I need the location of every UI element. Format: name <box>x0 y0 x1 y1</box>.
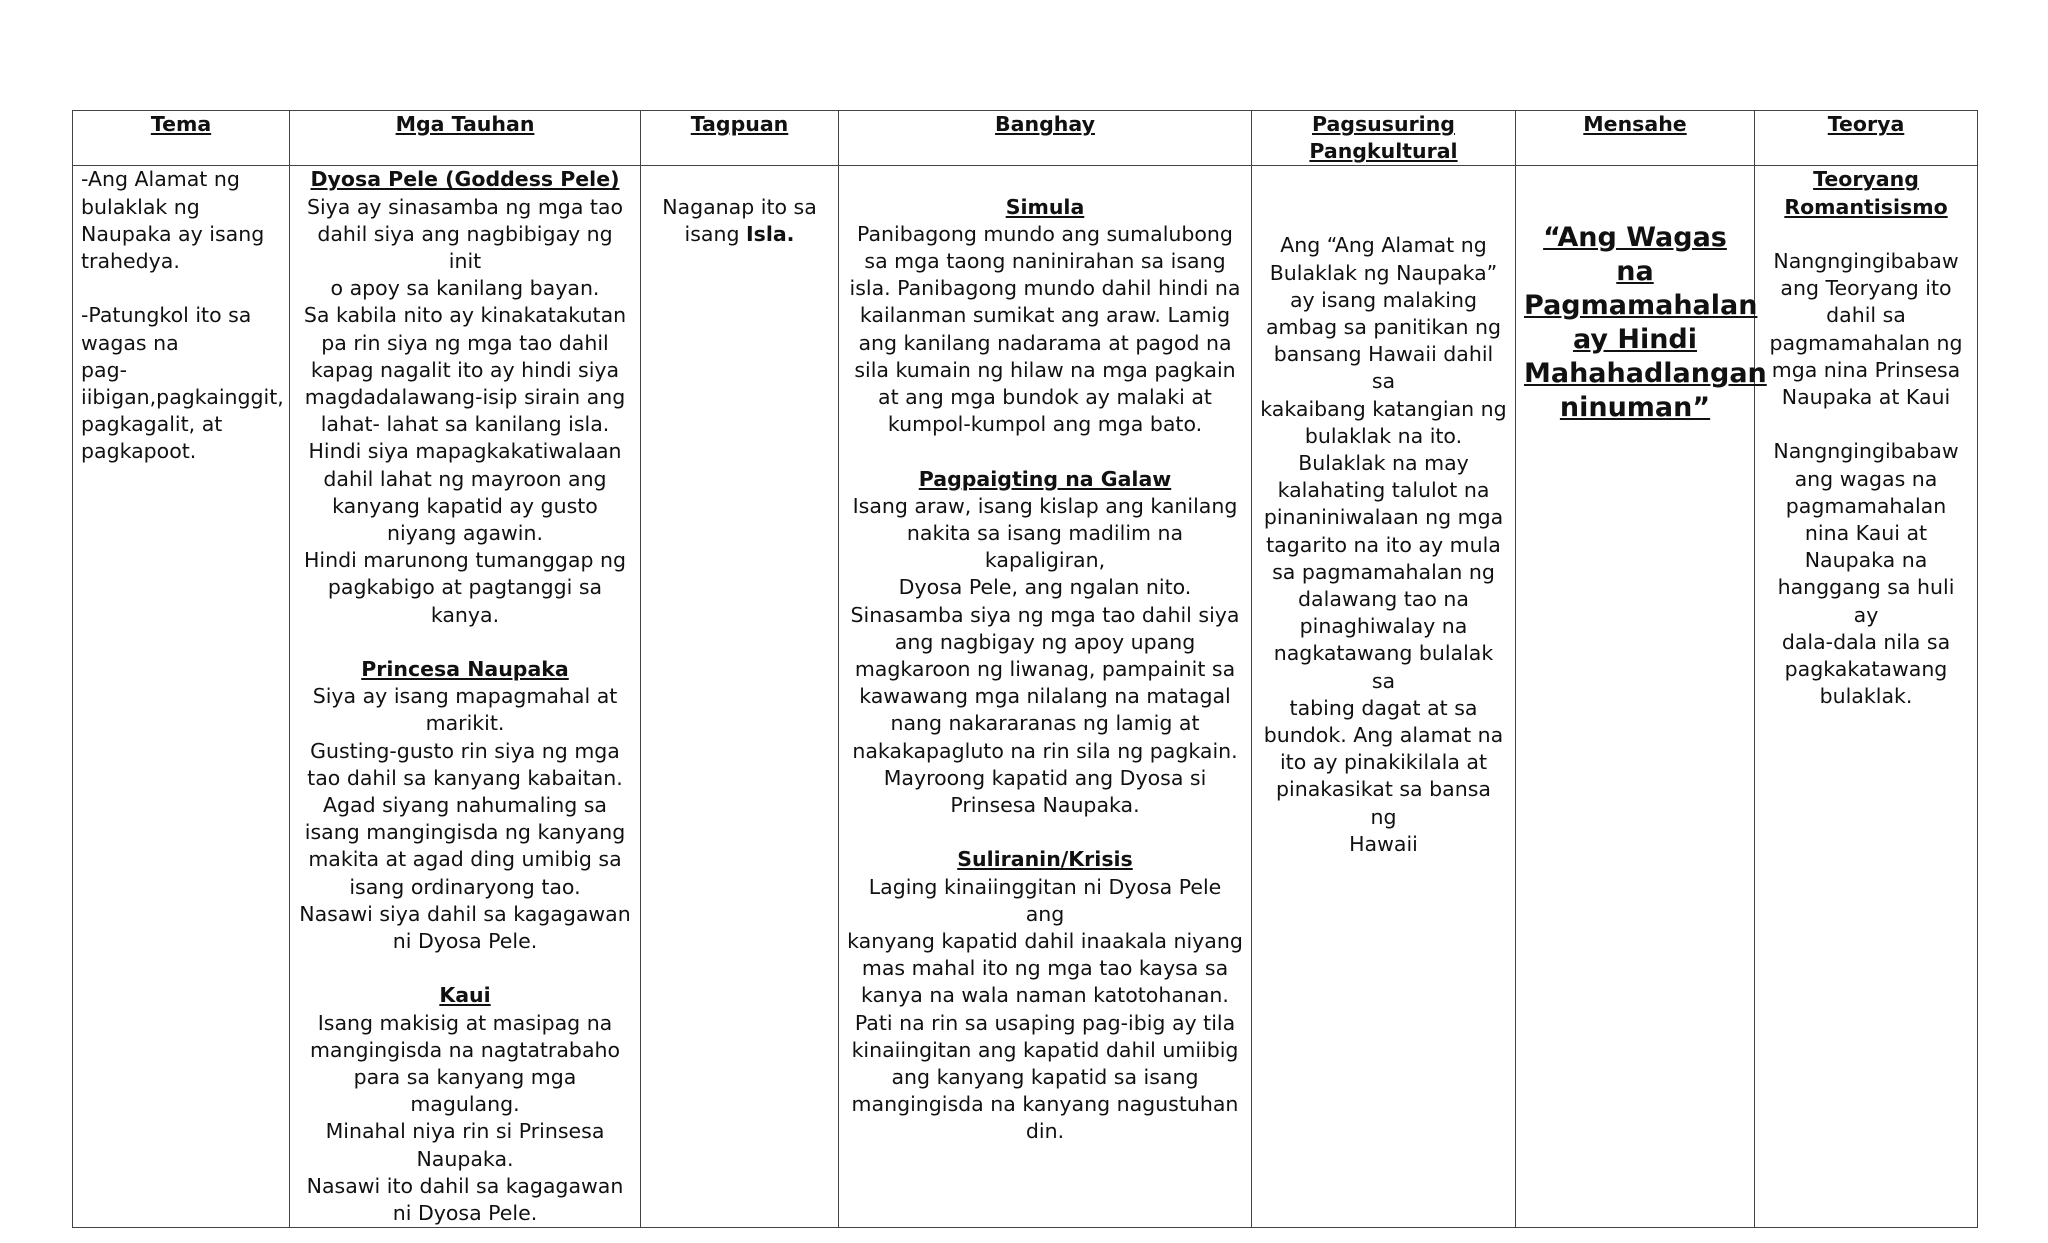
text-line: pinaniniwalaan ng mga <box>1263 505 1504 530</box>
header-row <box>73 111 1978 166</box>
banghay-simula-text <box>847 221 1243 439</box>
text-line: ang kanyang kapatid sa isang <box>891 1065 1199 1090</box>
tauhan-pele-text <box>298 194 632 629</box>
text-line: Mayroong kapatid ang Dyosa si <box>883 765 1207 790</box>
text-line: dahil sa <box>1826 303 1906 328</box>
text-line: sila kumain ng hilaw na mga pagkain <box>854 357 1236 382</box>
text-line: pagmamahalan <box>1785 493 1947 518</box>
text-line: kakaibang katangian ng <box>1260 396 1507 421</box>
text-line: mangingisda na nagtatrabaho <box>309 1037 621 1062</box>
cell-tema <box>73 166 290 1228</box>
tauhan-kaui-text <box>298 1010 632 1228</box>
text-line: ninuman” <box>1559 392 1711 424</box>
mensahe-text <box>1524 221 1767 425</box>
header-pagsusuring <box>1252 111 1516 166</box>
text-line: makita at agad ding umibig sa <box>308 847 622 872</box>
text-line: ni Dyosa Pele. <box>392 1201 538 1226</box>
text-line: Nangngingibabaw <box>1773 439 1959 464</box>
text-line: Naupaka at Kaui <box>1781 385 1951 410</box>
cell-teorya <box>1755 166 1978 1228</box>
text-line: “Ang Wagas na <box>1543 222 1727 288</box>
text-line: para sa kanyang mga magulang. <box>353 1065 577 1117</box>
text-line: Nangngingibabaw <box>1773 249 1959 273</box>
text-line: Hindi siya mapagkakatiwalaan <box>308 439 622 464</box>
text-line: -Patungkol ito sa <box>81 303 252 328</box>
text-line: din. <box>1025 1119 1065 1144</box>
text-line: pagkagalit, at <box>81 412 223 437</box>
text-line: isang ordinaryong tao. <box>349 874 581 899</box>
literary-analysis-table <box>72 110 1978 1228</box>
text-line: bulaklak na ito. <box>1304 423 1463 448</box>
text-line: Bulaklak ng Naupaka” <box>1269 260 1498 285</box>
text-line: ang wagas na <box>1794 466 1938 491</box>
teorya-paragraph-1 <box>1763 248 1969 411</box>
text-line: kumpol-kumpol ang mga bato. <box>887 412 1203 437</box>
text-line: marikit. <box>425 711 505 736</box>
text-line: pagkabigo at pagtanggi sa <box>327 575 603 600</box>
text-line: kanyang kapatid ay gusto <box>332 493 598 518</box>
text-line: kailanman sumikat ang araw. Lamig <box>859 303 1231 328</box>
text-line: kinaiingitan ang kapatid dahil umiibig <box>851 1037 1239 1062</box>
tauhan-naupaka-text <box>298 683 632 955</box>
text-line: -Ang Alamat ng <box>81 167 240 192</box>
teorya-title-line2: Romantisismo <box>1784 194 1948 219</box>
cell-pagsusuring <box>1252 166 1516 1228</box>
header-banghay: Banghay <box>839 111 1252 166</box>
text-line: Laging kinaiinggitan ni Dyosa Pele ang <box>868 874 1222 926</box>
text-line: ay isang malaking <box>1289 287 1478 312</box>
banghay-pagpaigting-title: Pagpaigting na Galaw <box>918 466 1172 491</box>
text-line: hanggang sa huli ay <box>1777 575 1955 627</box>
text-line: nang nakararanas ng lamig at <box>890 711 1200 736</box>
text-line: kapag nagalit ito ay hindi siya <box>310 357 620 382</box>
text-line: pagmamahalan ng <box>1769 330 1963 355</box>
tauhan-pele-title: Dyosa Pele (Goddess Pele) <box>310 167 620 192</box>
text-line: Agad siyang nahumaling sa <box>323 793 607 818</box>
text-line: sa mga taong naninirahan sa isang <box>864 249 1226 273</box>
text-line: Ang “Ang Alamat ng <box>1280 233 1487 258</box>
text-line: Naupaka ay isang <box>81 221 265 246</box>
header-tema: Tema <box>73 111 290 166</box>
text-line: Mahahadlangan <box>1524 358 1767 390</box>
text-line: pinakasikat sa bansa ng <box>1276 777 1491 829</box>
text-line: Minahal niya rin si Prinsesa <box>325 1119 605 1144</box>
text-line: Naupaka na <box>1804 548 1928 573</box>
header-pagsusuring-line1: Pagsusuring <box>1312 112 1455 136</box>
banghay-suliranin-title: Suliranin/Krisis <box>957 847 1133 872</box>
text-line: dahil lahat ng mayroon ang <box>323 466 607 491</box>
text-line: Sa kabila nito ay kinakatakutan <box>303 303 627 328</box>
text-line: kalahating talulot na <box>1277 478 1490 503</box>
text-line: pagkakatawang <box>1784 657 1948 682</box>
text-line: nakita sa isang madilim na kapaligiran, <box>906 521 1184 573</box>
cell-tauhan <box>290 166 641 1228</box>
text-line: wagas na <box>81 330 179 355</box>
text-line: dala-dala nila sa <box>1781 629 1951 654</box>
text-line: Panibagong mundo ang sumalubong <box>857 221 1233 246</box>
header-mensahe: Mensahe <box>1516 111 1755 166</box>
text-line: magdadalawang-isip sirain ang <box>304 385 626 410</box>
text-line: nagkatawang bulalak sa <box>1273 641 1494 693</box>
text-line: lahat- lahat sa kanilang isla. <box>320 412 610 437</box>
banghay-suliranin-text <box>847 874 1243 1146</box>
text-line: dahil siya ang nagbibigay ng init <box>317 221 613 274</box>
text-line: Pati na rin sa usaping pag-ibig ay tila <box>854 1010 1236 1035</box>
text-line: at ang mga bundok ay malaki at <box>878 385 1212 410</box>
text-line: mga nina Prinsesa <box>1771 357 1961 382</box>
text-line: ang kanilang nadarama at pagod na <box>858 330 1232 355</box>
text-line: sa pagmamahalan ng <box>1272 559 1495 584</box>
tema-paragraph-2 <box>81 302 284 465</box>
text-line: pag- <box>81 357 127 382</box>
header-tagpuan: Tagpuan <box>641 111 839 166</box>
text-line: mangingisda na kanyang nagustuhan <box>851 1092 1239 1117</box>
text-line: Isang araw, isang kislap ang kanilang <box>852 493 1238 518</box>
text-line: Gusting-gusto rin siya ng mga <box>310 738 620 763</box>
text-line: Pagmamahalan <box>1524 290 1758 322</box>
text-line: tagarito na ito ay mula <box>1266 532 1501 557</box>
text-line: pinaghiwalay na <box>1299 614 1468 639</box>
pagsusuring-text <box>1260 232 1507 858</box>
cell-mensahe <box>1516 166 1767 1228</box>
text-line: nakakapagluto na rin sila ng pagkain. <box>852 738 1238 763</box>
text-line: Bulaklak na may <box>1298 451 1469 476</box>
text-line: bulaklak. <box>1819 684 1913 709</box>
text-line: ito ay pinakikilala at <box>1279 750 1488 775</box>
header-pagsusuring-line2: Pangkultural <box>1309 139 1458 164</box>
text-line: tabing dagat at sa <box>1289 695 1478 720</box>
cell-banghay <box>839 166 1252 1228</box>
text-line: magkaroon ng liwanag, pampainit sa <box>854 657 1236 682</box>
tauhan-naupaka-title: Princesa Naupaka <box>361 657 569 682</box>
text-line: kanya. <box>430 602 500 627</box>
text-line: bulaklak ng <box>81 194 200 219</box>
text-line: isang mangingisda ng kanyang <box>304 820 626 845</box>
tauhan-kaui-title: Kaui <box>439 983 491 1008</box>
text-line: ang nagbigay ng apoy upang <box>894 629 1196 654</box>
text-line: bansang Hawaii dahil sa <box>1273 342 1494 394</box>
text-line: Nasawi ito dahil sa kagagawan <box>306 1173 624 1198</box>
text-line: niyang agawin. <box>386 521 543 546</box>
text-line: Prinsesa Naupaka. <box>950 793 1140 818</box>
text-line: mas mahal ito ng mga tao kaysa sa <box>861 956 1229 981</box>
banghay-simula-title: Simula <box>1005 194 1085 219</box>
text-line: Hawaii <box>1349 831 1418 856</box>
text-line: nina Kaui at <box>1804 521 1928 546</box>
teorya-title-line1: Teoryang <box>1813 167 1919 192</box>
header-tauhan: Mga Tauhan <box>290 111 641 166</box>
text-line: Sinasamba siya ng mga tao dahil siya <box>850 602 1240 627</box>
text-line: Hindi marunong tumanggap ng <box>303 548 626 573</box>
text-line: kanya na wala naman katotohanan. <box>861 983 1229 1008</box>
content-row <box>73 166 1978 1228</box>
tagpuan-line2-text: isang <box>684 221 746 246</box>
text-line: Isang makisig at masipag na <box>317 1010 613 1035</box>
text-line: ni Dyosa Pele. <box>392 929 538 954</box>
text-line: ay Hindi <box>1572 324 1698 356</box>
text-line: Naupaka. <box>416 1146 514 1171</box>
tagpuan-line1: Naganap ito sa <box>662 194 817 219</box>
text-line: pagkapoot. <box>81 439 197 464</box>
text-line: trahedya. <box>81 249 180 274</box>
text-line: bundok. Ang alamat na <box>1263 723 1504 748</box>
text-line: kawawang mga nilalang na matagal <box>859 684 1231 709</box>
text-line: tao dahil sa kanyang kabaitan. <box>307 765 623 790</box>
text-line: Siya ay sinasamba ng mga tao <box>306 194 624 219</box>
tagpuan-isla: Isla. <box>745 221 795 246</box>
text-line: Siya ay isang mapagmahal at <box>312 684 618 709</box>
text-line: o apoy sa kanilang bayan. <box>330 276 600 301</box>
text-line: ambag sa panitikan ng <box>1266 315 1501 340</box>
banghay-pagpaigting-text <box>847 493 1243 819</box>
header-teorya: Teorya <box>1755 111 1978 166</box>
text-line: kanyang kapatid dahil inaakala niyang <box>847 929 1243 954</box>
tagpuan-line2 <box>649 221 830 248</box>
teorya-paragraph-2 <box>1763 438 1969 710</box>
cell-tagpuan <box>641 166 839 1228</box>
text-line: dalawang tao na <box>1298 587 1469 612</box>
tema-paragraph-1 <box>81 166 281 275</box>
text-line: iibigan,pagkainggit, <box>81 385 284 410</box>
text-line: isla. Panibagong mundo dahil hindi na <box>849 276 1241 301</box>
text-line: Dyosa Pele, ang ngalan nito. <box>898 575 1192 600</box>
text-line: ang Teoryang ito <box>1780 276 1952 301</box>
text-line: Nasawi siya dahil sa kagagawan <box>299 901 631 926</box>
text-line: pa rin siya ng mga tao dahil <box>321 330 609 355</box>
